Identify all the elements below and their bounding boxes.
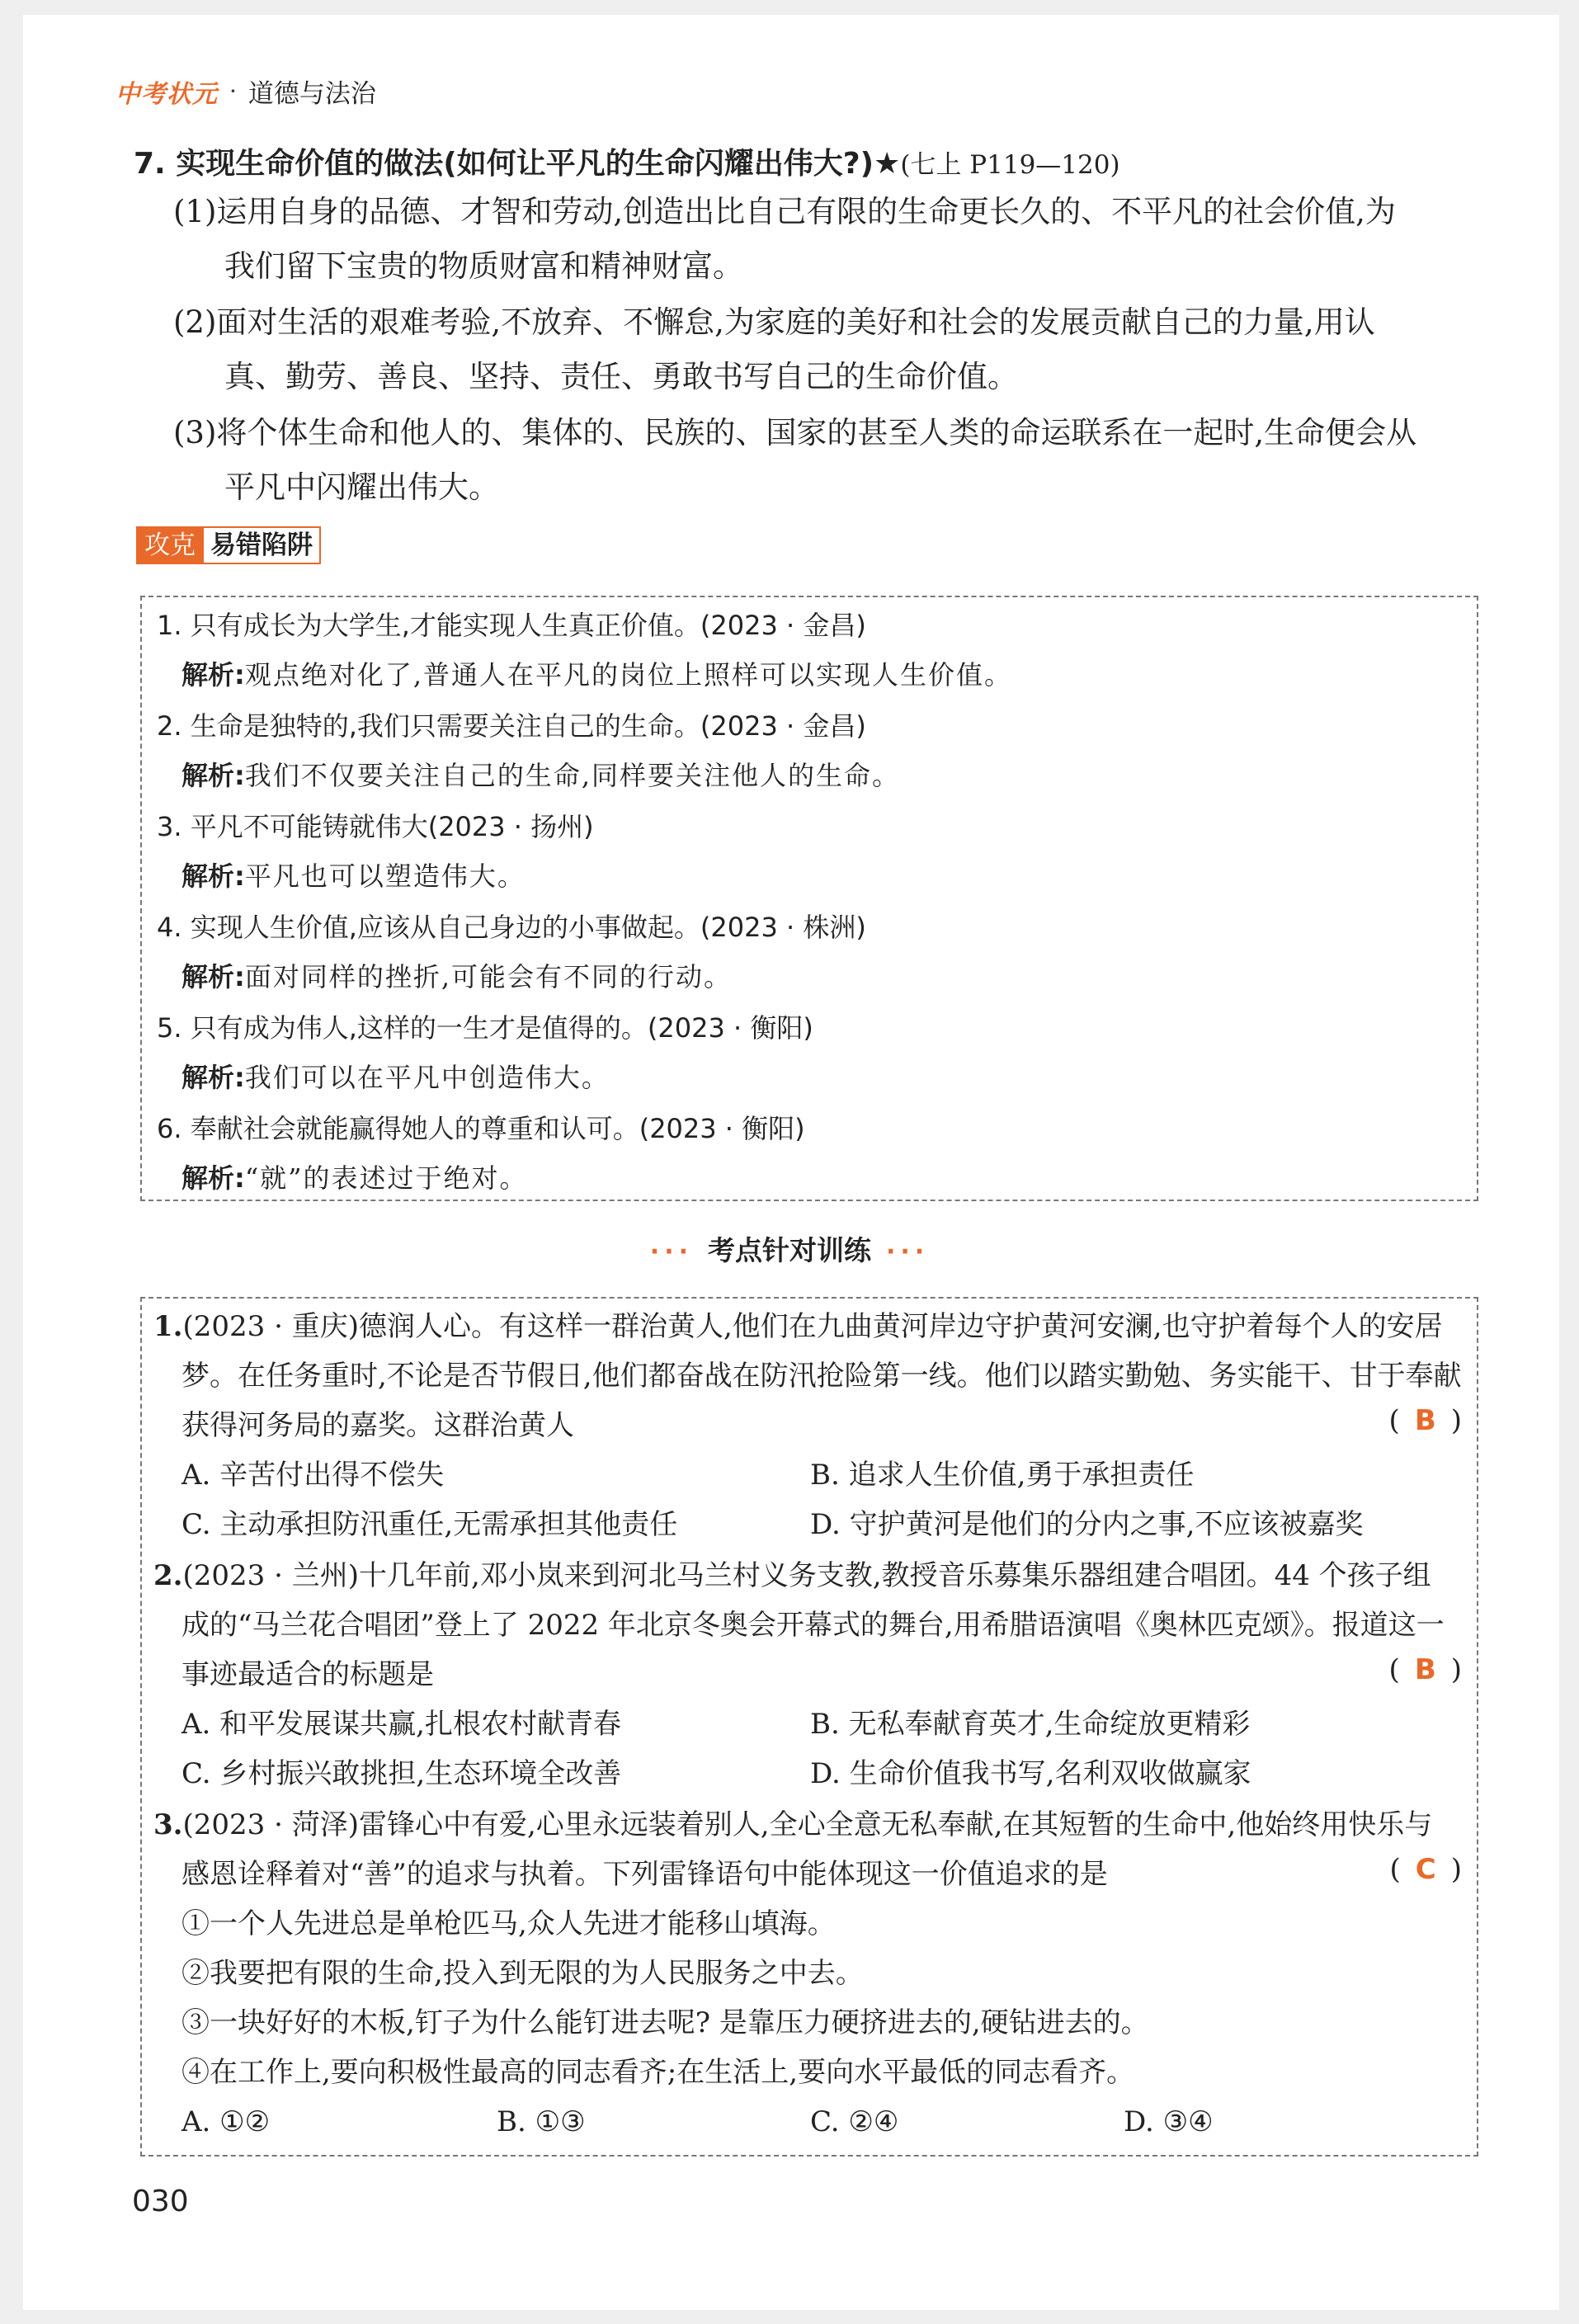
question-number: 1. (153, 1310, 183, 1343)
knowledge-item-1 (173, 185, 1493, 294)
trap-statement: 4. 实现人生价值,应该从自己身边的小事做起。(2023 · 株洲) (157, 912, 866, 943)
question-text: 获得河务局的嘉奖。这群治黄人 (181, 1409, 574, 1442)
knowledge-point-heading: 7. 实现生命价值的做法(如何让平凡的生命闪耀出伟大?)★ (134, 147, 901, 181)
section-tag (136, 526, 321, 564)
question-line (181, 1657, 1493, 1693)
trap-statement: 6. 奉献社会就能赢得她人的尊重和认可。(2023 · 衡阳) (157, 1113, 805, 1144)
trap-box (140, 596, 1478, 1201)
analysis-text: 我们可以在平凡中创造伟大。 (244, 1062, 610, 1093)
trap-question (157, 1112, 1460, 1145)
trap-statement: 1. 只有成长为大学生,才能实现人生真正价值。(2023 · 金昌) (157, 610, 866, 641)
question-text: 事迹最适合的标题是 (181, 1658, 434, 1691)
trap-analysis (181, 860, 1485, 893)
question-number: 2. (153, 1559, 183, 1592)
statement-2: ②我要把有限的生命,投入到无限的为人民服务之中去。 (181, 1957, 864, 1990)
knowledge-item-continuation: 真、勤劳、善良、坚持、责任、勇敢书写自己的生命价值。 (224, 359, 1018, 394)
header-separator: · (229, 78, 237, 105)
question-text: (2023 · 菏泽)雷锋心中有爱,心里永远装着别人,全心全意无私奉献,在其短暂的生命中,他始终用快乐与 (182, 1808, 1433, 1841)
statement-4: ④在工作上,要向积极性最高的同志看齐;在生活上,要向水平最低的同志看齐。 (181, 2056, 1135, 2089)
option-a: A. 和平发展谋共赢,扎根农村献青春 (181, 1708, 621, 1741)
trap-question (157, 609, 1460, 642)
question-text: (2023 · 重庆)德润人心。有这样一群治黄人,他们在九曲黄河岸边守护黄河安澜,也守护着每个人的安居 (182, 1310, 1443, 1343)
trap-question (157, 709, 1460, 742)
trap-analysis (181, 658, 1485, 691)
question-line (181, 1407, 1493, 1444)
knowledge-point-title (134, 140, 1487, 182)
knowledge-item-text: (1)运用自身的品德、才智和劳动,创造出比自己有限的生命更长久的、不平凡的社会价值,为 (173, 194, 1396, 229)
trap-analysis (181, 759, 1485, 792)
option-b: B. 无私奉献育英才,生命绽放更精彩 (810, 1708, 1251, 1741)
analysis-label: 解析: (181, 1162, 245, 1194)
answer-bracket: ( C ) (1389, 1853, 1462, 1886)
question-line (153, 1308, 1465, 1345)
subject-title: 道德与法治 (247, 79, 376, 109)
analysis-label: 解析: (181, 760, 245, 791)
decorative-dots-left: ··· (649, 1237, 693, 1266)
option-d: D. 生命价值我书写,名利双收做赢家 (810, 1757, 1251, 1790)
option-d: D. ③④ (1124, 2105, 1214, 2138)
trap-question (157, 810, 1460, 843)
knowledge-item-continuation: 平凡中闪耀出伟大。 (224, 469, 499, 505)
textbook-reference: (七上 P119—120) (900, 150, 1120, 180)
section-tag-left: 攻克 (136, 526, 204, 564)
decorative-dots-right: ··· (886, 1237, 930, 1266)
practice-box (140, 1297, 1478, 2157)
question-line (153, 1558, 1465, 1594)
analysis-text: 面对同样的挫折,可能会有不同的行动。 (244, 961, 732, 992)
trap-statement: 3. 平凡不可能铸就伟大(2023 · 扬州) (157, 811, 594, 842)
question-line (181, 1856, 1493, 1893)
question-text: 感恩诠释着对“善”的追求与执着。下列雷锋语句中能体现这一价值追求的是 (181, 1858, 1108, 1891)
option-c: C. 乡村振兴敢挑担,生态环境全改善 (181, 1757, 622, 1790)
brand-logo: 中考状元 (115, 79, 218, 109)
analysis-text: “就”的表述过于绝对。 (244, 1162, 528, 1194)
practice-section-title (0, 1229, 1579, 1268)
analysis-label: 解析: (181, 961, 245, 992)
running-header (115, 73, 376, 110)
option-c: C. ②④ (810, 2105, 899, 2138)
analysis-text: 我们不仅要关注自己的生命,同样要关注他人的生命。 (244, 760, 900, 791)
knowledge-item-text: (2)面对生活的艰难考验,不放弃、不懈怠,为家庭的美好和社会的发展贡献自己的力量,用认 (173, 304, 1375, 340)
option-b: B. 追求人生价值,勇于承担责任 (810, 1459, 1195, 1492)
trap-statement: 2. 生命是独特的,我们只需要关注自己的生命。(2023 · 金昌) (157, 710, 866, 742)
question-number: 3. (153, 1808, 183, 1841)
answer-letter: C (1415, 1853, 1436, 1886)
question-text: (2023 · 兰州)十几年前,邓小岚来到河北马兰村义务支教,教授音乐募集乐器组建合唱团。44 个孩子组 (182, 1559, 1431, 1592)
answer-bracket: ( B ) (1388, 1404, 1462, 1437)
statement-3: ③一块好好的木板,钉子为什么能钉进去呢? 是靠压力硬挤进去的,硬钻进去的。 (181, 2006, 1149, 2039)
question-line (181, 1358, 1493, 1394)
option-a: A. ①② (181, 2105, 271, 2138)
trap-analysis (181, 960, 1485, 993)
trap-question (157, 1011, 1460, 1044)
page-number: 030 (132, 2185, 189, 2218)
knowledge-item-text: (3)将个体生命和他人的、集体的、民族的、国家的甚至人类的命运联系在一起时,生命便会从 (173, 415, 1417, 450)
trap-statement: 5. 只有成为伟人,这样的一生才是值得的。(2023 · 衡阳) (157, 1012, 813, 1044)
analysis-label: 解析: (181, 659, 245, 691)
analysis-label: 解析: (181, 860, 245, 892)
trap-question (157, 911, 1460, 944)
trap-analysis (181, 1162, 1485, 1195)
section-tag-right: 易错陷阱 (204, 526, 321, 564)
knowledge-item-2 (173, 295, 1493, 404)
section-heading: 考点针对训练 (708, 1234, 871, 1266)
analysis-text: 观点绝对化了,普通人在平凡的岗位上照样可以实现人生价值。 (244, 659, 1012, 691)
option-a: A. 辛苦付出得不偿失 (181, 1459, 445, 1492)
question-text: 梦。在任务重时,不论是否节假日,他们都奋战在防汛抢险第一线。他们以踏实勤勉、务实能干、甘于奉献 (181, 1360, 1462, 1393)
analysis-label: 解析: (181, 1062, 245, 1093)
option-c: C. 主动承担防汛重任,无需承担其他责任 (181, 1508, 678, 1541)
option-b: B. ①③ (497, 2105, 586, 2138)
answer-letter: B (1414, 1653, 1436, 1686)
statement-1: ①一个人先进总是单枪匹马,众人先进才能移山填海。 (181, 1907, 836, 1940)
answer-bracket: ( B ) (1388, 1653, 1462, 1686)
trap-analysis (181, 1061, 1485, 1094)
option-d: D. 守护黄河是他们的分内之事,不应该被嘉奖 (810, 1508, 1364, 1541)
question-text: 成的“马兰花合唱团”登上了 2022 年北京冬奥会开幕式的舞台,用希腊语演唱《奥林匹克颂》。报道这一 (181, 1609, 1445, 1642)
knowledge-item-3 (173, 406, 1493, 515)
question-line (181, 1607, 1493, 1643)
question-line (153, 1807, 1465, 1843)
knowledge-item-continuation: 我们留下宝贵的物质财富和精神财富。 (224, 248, 743, 284)
answer-letter: B (1414, 1404, 1436, 1437)
analysis-text: 平凡也可以塑造伟大。 (244, 860, 526, 892)
